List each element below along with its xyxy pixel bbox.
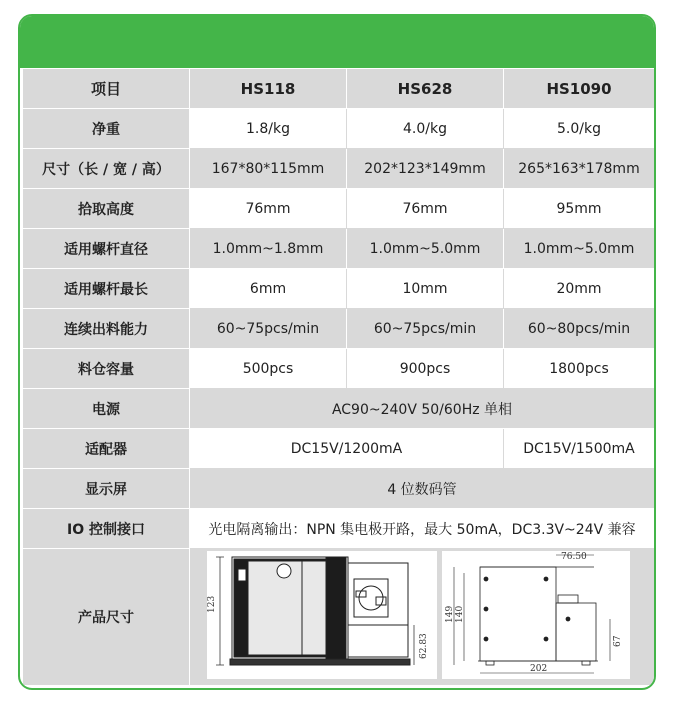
table-row xyxy=(23,309,655,349)
row-label: 料仓容量 xyxy=(23,349,190,389)
side-top-dim: 76.50 xyxy=(561,552,587,562)
product-drawing-svg xyxy=(190,549,655,681)
cell-value: 4.0/kg xyxy=(347,109,504,149)
cell-value: 265*163*178mm xyxy=(504,149,655,189)
row-label: 显示屏 xyxy=(23,469,190,509)
cell-value: 60~75pcs/min xyxy=(190,309,347,349)
table-row-product-size xyxy=(23,549,655,686)
side-view-panel xyxy=(442,551,630,679)
row-label: 净重 xyxy=(23,109,190,149)
table-row xyxy=(23,149,655,189)
front-view-drawing xyxy=(216,557,414,665)
header-model-hs1090: HS1090 xyxy=(504,69,655,109)
cell-value: 1.8/kg xyxy=(190,109,347,149)
cell-value: 500pcs xyxy=(190,349,347,389)
power-value: AC90~240V 50/60Hz 单相 xyxy=(190,389,655,429)
row-label: 产品尺寸 xyxy=(23,549,190,686)
header-model-hs628: HS628 xyxy=(347,69,504,109)
cell-value: 20mm xyxy=(504,269,655,309)
table-row xyxy=(23,189,655,229)
cell-value: 900pcs xyxy=(347,349,504,389)
cell-value: 1.0mm~1.8mm xyxy=(190,229,347,269)
cell-value: 76mm xyxy=(190,189,347,229)
side-h2-dim: 140 xyxy=(455,605,465,623)
cell-value: 5.0/kg xyxy=(504,109,655,149)
cell-value: 202*123*149mm xyxy=(347,149,504,189)
spec-table xyxy=(22,68,655,686)
cell-value: 76mm xyxy=(347,189,504,229)
adapter-value-a: DC15V/1200mA xyxy=(190,429,504,469)
table-row-display xyxy=(23,469,655,509)
side-h1-dim: 149 xyxy=(445,605,455,623)
row-label: IO 控制接口 xyxy=(23,509,190,549)
row-label: 适配器 xyxy=(23,429,190,469)
cell-value: 1.0mm~5.0mm xyxy=(504,229,655,269)
row-label: 连续出料能力 xyxy=(23,309,190,349)
row-label: 适用螺杆直径 xyxy=(23,229,190,269)
table-row xyxy=(23,269,655,309)
cell-value: 10mm xyxy=(347,269,504,309)
table-header-row xyxy=(23,69,655,109)
header-model-hs118: HS118 xyxy=(190,69,347,109)
front-height-dim: 123 xyxy=(207,595,217,613)
header-label: 项目 xyxy=(23,69,190,109)
front-side-dim: 62.83 xyxy=(419,633,429,659)
cell-value: 1800pcs xyxy=(504,349,655,389)
display-value: 4 位数码管 xyxy=(190,469,655,509)
adapter-value-b: DC15V/1500mA xyxy=(504,429,655,469)
cell-value: 167*80*115mm xyxy=(190,149,347,189)
table-row xyxy=(23,109,655,149)
cell-value: 1.0mm~5.0mm xyxy=(347,229,504,269)
cell-value: 6mm xyxy=(190,269,347,309)
spec-card xyxy=(18,14,656,690)
cell-value: 95mm xyxy=(504,189,655,229)
table-row-adapter xyxy=(23,429,655,469)
cell-value: 60~80pcs/min xyxy=(504,309,655,349)
table-row-power xyxy=(23,389,655,429)
side-bottom-dim: 202 xyxy=(530,664,548,674)
product-drawings xyxy=(190,549,655,686)
table-row xyxy=(23,349,655,389)
green-banner xyxy=(20,16,654,68)
io-value: 光电隔离输出：NPN 集电极开路，最大 50mA，DC3.3V~24V 兼容 xyxy=(190,509,655,549)
row-label: 尺寸（长 / 宽 / 高） xyxy=(23,149,190,189)
table-row-io xyxy=(23,509,655,549)
side-right-dim: 67 xyxy=(613,635,623,647)
table-row xyxy=(23,229,655,269)
row-label: 电源 xyxy=(23,389,190,429)
row-label: 适用螺杆最长 xyxy=(23,269,190,309)
row-label: 拾取高度 xyxy=(23,189,190,229)
cell-value: 60~75pcs/min xyxy=(347,309,504,349)
